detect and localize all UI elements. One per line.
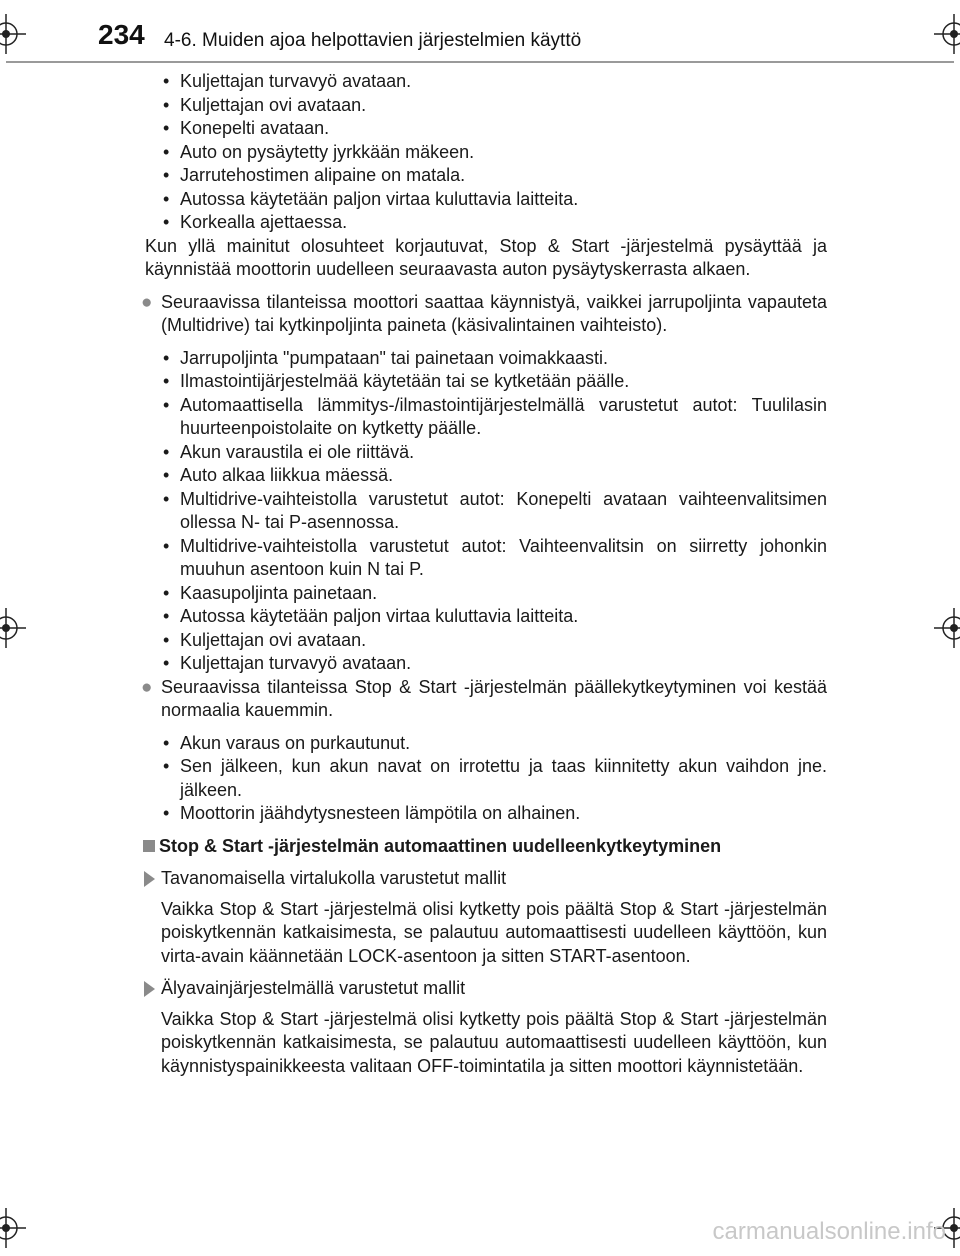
list-item: • Kuljettajan turvavyö avataan.	[180, 70, 827, 94]
page-content	[141, 70, 827, 1078]
list-item: • Jarrutehostimen alipaine on matala.	[180, 164, 827, 188]
list-item: • Moottorin jäähdytysnesteen lämpötila on alhainen.	[180, 802, 827, 826]
list-item: • Automaattisella lämmitys-/ilmastointijärjestelmällä varustetut autot: Tuulilasin huurteenpoistolaite on kytketty päälle.	[180, 394, 827, 441]
list-item: • Ilmastointijärjestelmää käytetään tai se kytketään päälle.	[180, 370, 827, 394]
triangle-arrow-icon	[144, 981, 155, 997]
registration-mark-icon	[0, 608, 26, 648]
subsection-heading	[145, 867, 827, 891]
subsection-heading	[145, 977, 827, 1001]
section-heading-text: Stop & Start -järjestelmän automaattinen uudelleenkytkeytyminen	[159, 835, 722, 856]
square-bullet-icon	[143, 840, 155, 852]
list-item: • Auto alkaa liikkua mäessä.	[180, 464, 827, 488]
page-number: 234	[98, 19, 145, 50]
registration-mark-icon	[934, 608, 960, 648]
circle-bullet-icon: ●	[141, 291, 153, 313]
list-item: • Akun varaus on purkautunut.	[180, 732, 827, 756]
list-item: • Korkealla ajettaessa.	[180, 211, 827, 235]
list-item: • Kuljettajan ovi avataan.	[180, 629, 827, 653]
list-item: • Kuljettajan ovi avataan.	[180, 94, 827, 118]
list-item: • Multidrive-vaihteistolla varustetut autot: Konepelti avataan vaihteenvalitsimen ollessa N- tai P-asennossa.	[180, 488, 827, 535]
bullet-list-conditions	[145, 70, 827, 235]
paragraph: Vaikka Stop & Start -järjestelmä olisi kytketty pois päältä Stop & Start -järjestelmän poiskytkennän katkaisimesta, se palautuu automaattisesti uudelleen käyttöön, kun virta-avain käännetään LOCK-asentoon ja sitten START-asentoon.	[161, 898, 827, 966]
note-item	[141, 676, 827, 723]
circle-bullet-icon: ●	[141, 676, 153, 698]
section-heading	[145, 835, 827, 859]
list-item: • Kuljettajan turvavyö avataan.	[180, 652, 827, 676]
list-item: • Jarrupoljinta "pumpataan" tai painetaan voimakkaasti.	[180, 347, 827, 371]
page-header	[0, 0, 960, 64]
note-text: Seuraavissa tilanteissa Stop & Start -järjestelmän päällekytkeytyminen voi kestää normaalia kauemmin.	[161, 676, 827, 720]
registration-mark-icon	[0, 1208, 26, 1248]
list-item: • Autossa käytetään paljon virtaa kuluttavia laitteita.	[180, 605, 827, 629]
list-item: • Akun varaustila ei ole riittävä.	[180, 441, 827, 465]
header-divider	[6, 61, 954, 63]
bullet-list-delay	[145, 732, 827, 826]
list-item: • Sen jälkeen, kun akun navat on irrotettu ja taas kiinnitetty akun vaihdon jne. jälkeen.	[180, 755, 827, 802]
subsection-heading-text: Tavanomaisella virtalukolla varustetut mallit	[161, 868, 507, 888]
note-text: Seuraavissa tilanteissa moottori saattaa käynnistyä, vaikkei jarrupoljinta vapauteta (Multidrive) tai kytkinpoljinta paineta (käsivalintainen vaihteisto).	[161, 291, 827, 335]
triangle-arrow-icon	[144, 871, 155, 887]
paragraph: Kun yllä mainitut olosuhteet korjautuvat, Stop & Start -järjestelmä pysäyttää ja käynnistää moottorin uudelleen seuraavasta auton pysäytyskerrasta alkaen.	[145, 235, 827, 279]
list-item: • Kaasupoljinta painetaan.	[180, 582, 827, 606]
paragraph: Vaikka Stop & Start -järjestelmä olisi kytketty pois päältä Stop & Start -järjestelmän poiskytkennän katkaisimesta, se palautuu automaattisesti uudelleen käyttöön, kun käynnistyspainikkeesta valitaan OFF-toimintatila ja sitten moottori käynnistetään.	[161, 1008, 827, 1076]
bullet-list-restart	[145, 347, 827, 676]
subsection-heading-text: Älyavainjärjestelmällä varustetut mallit	[161, 978, 466, 998]
chapter-title: 4-6. Muiden ajoa helpottavien järjestelmien käyttö	[164, 30, 582, 51]
list-item: • Autossa käytetään paljon virtaa kuluttavia laitteita.	[180, 188, 827, 212]
list-item: • Auto on pysäytetty jyrkkään mäkeen.	[180, 141, 827, 165]
watermark: carmanualsonline.info	[712, 1218, 946, 1245]
note-item	[141, 291, 827, 338]
list-item: • Multidrive-vaihteistolla varustetut autot: Vaihteenvalitsin on siirretty johonkin muuhun asentoon kuin N tai P.	[180, 535, 827, 582]
list-item: • Konepelti avataan.	[180, 117, 827, 141]
